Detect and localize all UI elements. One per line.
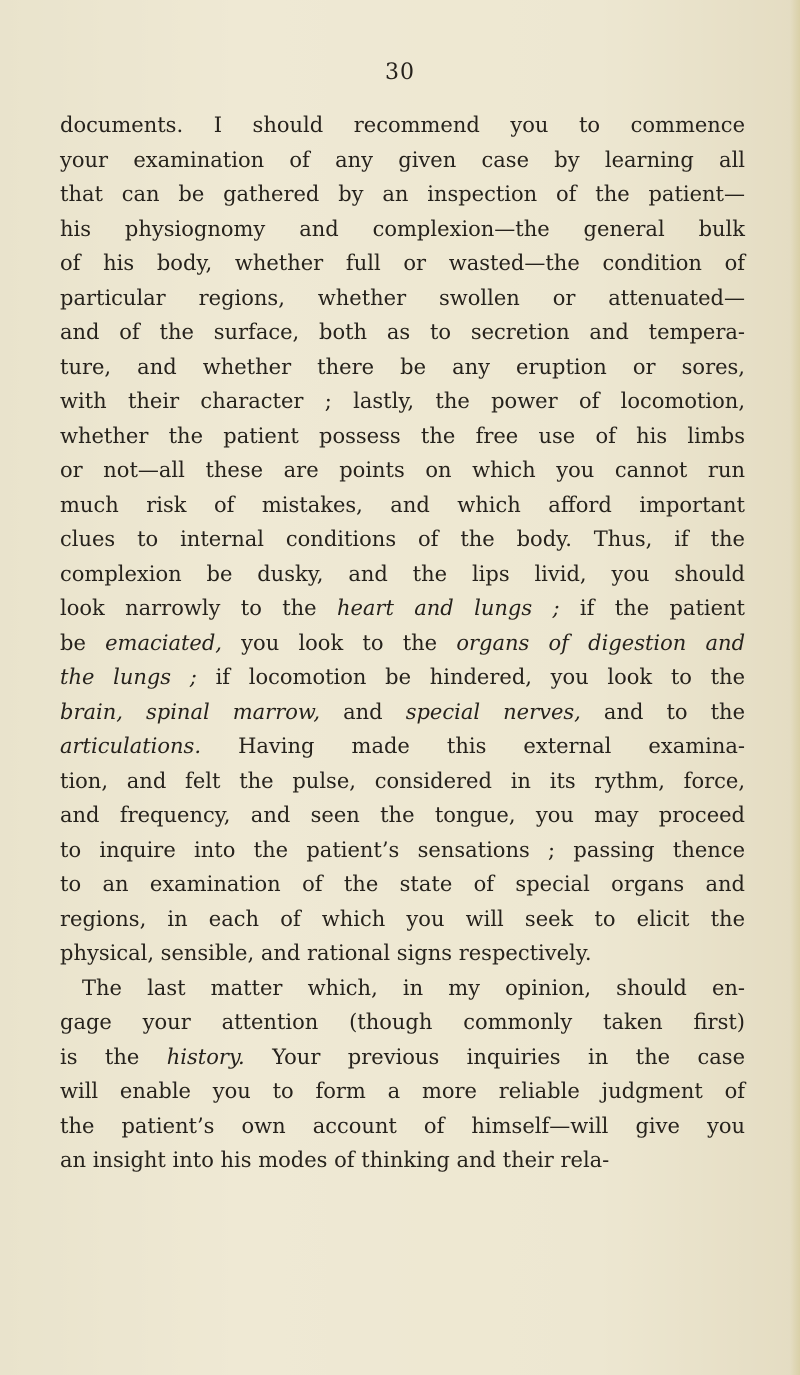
text-segment: much risk of mistakes, and which afford important bbox=[60, 492, 745, 517]
text-line bbox=[60, 419, 745, 454]
body-text bbox=[60, 108, 745, 1178]
text-line bbox=[60, 488, 745, 523]
text-segment: and bbox=[320, 699, 406, 724]
text-line bbox=[60, 764, 745, 799]
text-segment: if locomotion be hindered, you look to the bbox=[196, 665, 745, 689]
text-line bbox=[60, 177, 745, 212]
text-line bbox=[60, 1040, 745, 1075]
text-segment: and of the surface, both as to secretion and tempera- bbox=[60, 320, 745, 344]
text-segment: is the bbox=[60, 1044, 167, 1069]
text-segment: whether the patient possess the free use of his limbs bbox=[60, 423, 745, 448]
text-line bbox=[60, 246, 745, 281]
text-line bbox=[60, 1109, 745, 1144]
text-segment: his physiognomy and complexion—the general bulk bbox=[60, 216, 745, 241]
text-line bbox=[60, 108, 745, 143]
text-segment: the patient’s own account of himself—will give you bbox=[60, 1113, 745, 1138]
text-line bbox=[60, 281, 745, 316]
text-line bbox=[60, 315, 745, 350]
text-segment: to an examination of the state of special organs and bbox=[60, 872, 745, 896]
text-segment: of his body, whether full or wasted—the condition of bbox=[60, 251, 745, 275]
text-line bbox=[60, 867, 745, 902]
page-number: 30 bbox=[385, 60, 415, 85]
italic-phrase: articulations. bbox=[60, 734, 202, 758]
text-line bbox=[60, 626, 745, 661]
text-line bbox=[60, 522, 745, 557]
text-line bbox=[60, 902, 745, 937]
text-line bbox=[60, 798, 745, 833]
text-segment: be bbox=[60, 630, 106, 655]
text-line bbox=[60, 591, 745, 626]
text-line bbox=[60, 660, 745, 695]
text-segment: particular regions, whether swollen or attenuated— bbox=[60, 285, 745, 310]
text-segment: gage your attention (though commonly taken first) bbox=[60, 1010, 745, 1034]
text-segment: and to the bbox=[580, 699, 746, 724]
text-line bbox=[60, 695, 745, 730]
text-line bbox=[60, 453, 745, 488]
text-segment: physical, sensible, and rational signs respectively. bbox=[60, 941, 592, 965]
italic-phrase: the lungs ; bbox=[60, 665, 197, 689]
italic-phrase: emaciated, bbox=[105, 630, 222, 655]
text-line bbox=[60, 557, 745, 592]
text-line bbox=[60, 1143, 745, 1178]
text-segment: look narrowly to the bbox=[60, 596, 337, 620]
text-line bbox=[60, 971, 745, 1006]
text-segment: with their character ; lastly, the power of locomotion, bbox=[60, 389, 745, 413]
italic-phrase: history. bbox=[166, 1044, 245, 1069]
text-segment: will enable you to form a more reliable judgment of bbox=[60, 1079, 745, 1103]
text-line bbox=[60, 384, 745, 419]
text-segment: tion, and felt the pulse, considered in its rythm, force, bbox=[60, 768, 745, 793]
italic-phrase: heart and lungs ; bbox=[336, 596, 560, 620]
text-segment: documents. I should recommend you to commence bbox=[60, 113, 745, 137]
text-segment: if the patient bbox=[559, 596, 745, 620]
text-segment: Having made this external examina- bbox=[201, 734, 745, 758]
text-segment: Your previous inquiries in the case bbox=[244, 1044, 745, 1069]
text-line bbox=[60, 729, 745, 764]
text-segment: clues to internal conditions of the body. Thus, if the bbox=[60, 527, 745, 551]
italic-phrase: organs of digestion and bbox=[456, 630, 746, 655]
text-line bbox=[60, 936, 745, 971]
text-segment: that can be gathered by an inspection of the patient— bbox=[60, 182, 745, 206]
text-segment: an insight into his modes of thinking and their rela- bbox=[60, 1148, 610, 1172]
text-segment: ture, and whether there be any eruption or sores, bbox=[60, 354, 745, 379]
italic-phrase: brain, spinal marrow, bbox=[60, 699, 321, 724]
text-segment: your examination of any given case by learning all bbox=[60, 147, 745, 172]
text-segment: to inquire into the patient’s sensations ; passing thence bbox=[60, 837, 745, 862]
text-segment: and frequency, and seen the tongue, you may proceed bbox=[60, 803, 745, 827]
text-line bbox=[60, 833, 745, 868]
text-segment: regions, in each of which you will seek to elicit the bbox=[60, 906, 745, 931]
page-edge-shading bbox=[790, 0, 800, 1375]
italic-phrase: special nerves, bbox=[405, 699, 581, 724]
text-line bbox=[60, 143, 745, 178]
text-segment: or not—all these are points on which you cannot run bbox=[60, 458, 745, 482]
text-line bbox=[60, 212, 745, 247]
text-segment: complexion be dusky, and the lips livid, you should bbox=[60, 561, 745, 586]
text-segment: you look to the bbox=[221, 630, 457, 655]
text-line bbox=[60, 1074, 745, 1109]
text-line bbox=[60, 350, 745, 385]
text-segment: The last matter which, in my opinion, should en- bbox=[82, 975, 745, 1000]
text-line bbox=[60, 1005, 745, 1040]
